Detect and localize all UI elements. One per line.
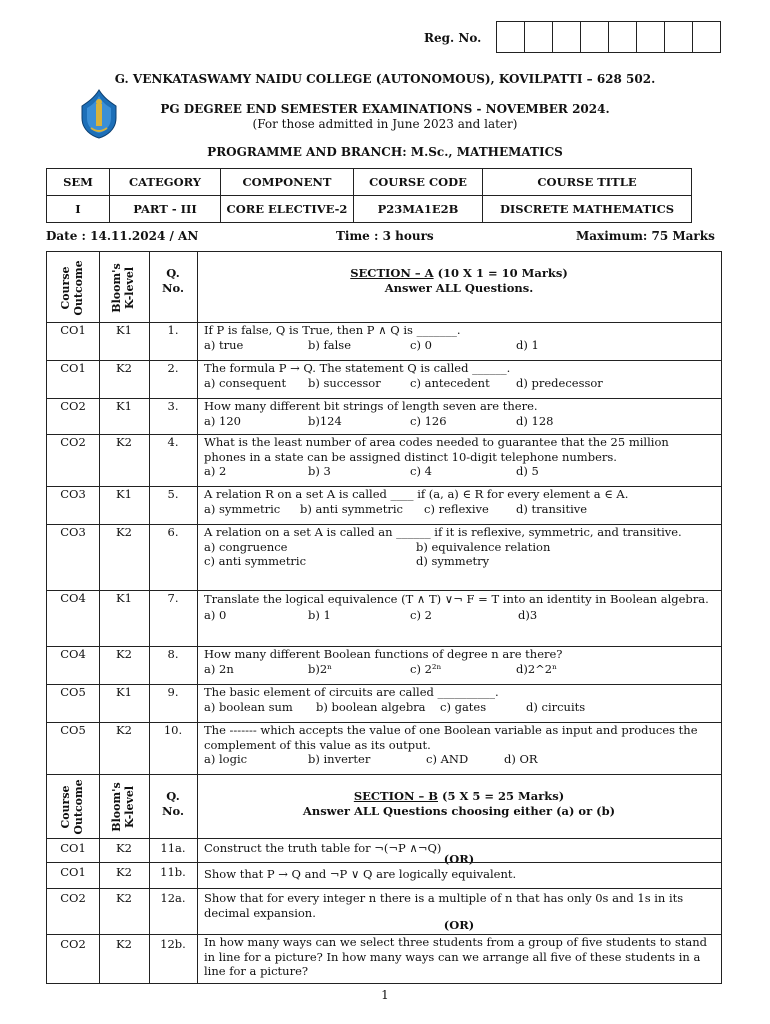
header-course-code: COURSE CODE <box>354 169 483 196</box>
header-sem: SEM <box>47 169 110 196</box>
question-row: CO3 K1 5. A relation R on a set A is called ____ if (a, a) ∈ R for every element a ∈ A. a) symmetric b) anti symmetric c) reflexive d) transitive <box>47 486 721 525</box>
col-head-k-level: Bloom's K-level <box>110 782 136 832</box>
question-row: CO2 K1 3. How many different bit strings of length seven are there. a) 120 b)124 c) 126 d) 128 <box>47 398 721 435</box>
section-b-header-row <box>47 774 721 839</box>
value-category: PART - III <box>110 196 221 223</box>
or-separator: (OR) <box>443 852 475 866</box>
question-row: CO5 K2 10. The ------- which accepts the value of one Boolean variable as input and produces the complement of this value as its output. a) logic b) inverter c) AND d) OR <box>47 722 721 775</box>
exam-date: Date : 14.11.2024 / AN <box>46 229 199 243</box>
value-course-title: DISCRETE MATHEMATICS <box>483 196 692 223</box>
exam-title: PG DEGREE END SEMESTER EXAMINATIONS - NOVEMBER 2024. <box>160 102 610 116</box>
value-course-code: P23MA1E2B <box>354 196 483 223</box>
question-row: CO2 K2 12a. Show that for every integer n there is a multiple of n that has only 0s and 1s in its decimal expansion. <box>47 888 721 935</box>
question-row: CO1 K2 11a. Construct the truth table for ¬(¬P ∧¬Q) <box>47 838 721 863</box>
question-row: CO3 K2 6. A relation on a set A is called an ______ if it is reflexive, symmetric, and transitive. a) congruence b) equivalence relation c) anti symmetric d) symmetry <box>47 524 721 591</box>
section-b-heading: SECTION – B (5 X 5 = 25 Marks) Answer ALL Questions choosing either (a) or (b) <box>302 789 616 818</box>
or-separator: (OR) <box>443 918 475 932</box>
question-row: CO4 K1 7. Translate the logical equivalence (T ∧ T) ∨¬ F = T into an identity in Boolean algebra. a) 0 b) 1 c) 2 d)3 <box>47 590 721 647</box>
col-head-qno: Q. No. <box>162 266 184 295</box>
exam-time: Time : 3 hours <box>336 229 434 243</box>
reg-no-boxes <box>496 21 721 53</box>
question-row: CO5 K1 9. The basic element of circuits are called __________. a) boolean sum b) boolean algebra c) gates d) circuits <box>47 684 721 723</box>
programme-branch: PROGRAMME AND BRANCH: M.Sc., MATHEMATICS <box>207 145 563 159</box>
col-head-course-outcome: Course Outcome <box>59 260 85 316</box>
value-component: CORE ELECTIVE-2 <box>221 196 354 223</box>
question-row: CO1 K1 1. If P is false, Q is True, then P ∧ Q is _______. a) true b) false c) 0 d) 1 <box>47 322 721 361</box>
max-marks: Maximum: 75 Marks <box>576 229 715 243</box>
question-row: CO2 K2 12b. In how many ways can we select three students from a group of five students to stand in line for a picture? In how many ways can we arrange all five of these students in a line for a picture? <box>47 934 721 985</box>
question-row: CO4 K2 8. How many different Boolean functions of degree n are there? a) 2n b)2ⁿ c) 2²ⁿ d)2^2ⁿ <box>47 646 721 685</box>
question-grid <box>46 251 722 984</box>
question-row: CO2 K2 4. What is the least number of area codes needed to guarantee that the 25 million phones in a state can be assigned distinct 10-digit telephone numbers. a) 2 b) 3 c) 4 d) 5 <box>47 434 721 487</box>
value-sem: I <box>47 196 110 223</box>
section-a-heading: SECTION – A (10 X 1 = 10 Marks) Answer ALL Questions. <box>350 266 568 295</box>
col-head-qno: Q. No. <box>162 789 184 818</box>
col-head-k-level: Bloom's K-level <box>110 263 136 313</box>
col-head-course-outcome: Course Outcome <box>59 779 85 835</box>
header-category: CATEGORY <box>110 169 221 196</box>
header-component: COMPONENT <box>221 169 354 196</box>
admitted-note: (For those admitted in June 2023 and later) <box>252 117 518 131</box>
header-course-title: COURSE TITLE <box>483 169 692 196</box>
question-row: CO1 K2 11b. Show that P → Q and ¬P ∨ Q are logically equivalent. <box>47 862 721 889</box>
reg-no-label: Reg. No. <box>424 31 482 45</box>
college-name: G. VENKATASWAMY NAIDU COLLEGE (AUTONOMOUS), KOVILPATTI – 628 502. <box>114 72 656 86</box>
course-info-table <box>46 168 692 223</box>
question-row: CO1 K2 2. The formula P → Q. The statement Q is called ______. a) consequent b) successor c) antecedent d) predecessor <box>47 360 721 399</box>
page-number: 1 <box>381 988 389 1002</box>
